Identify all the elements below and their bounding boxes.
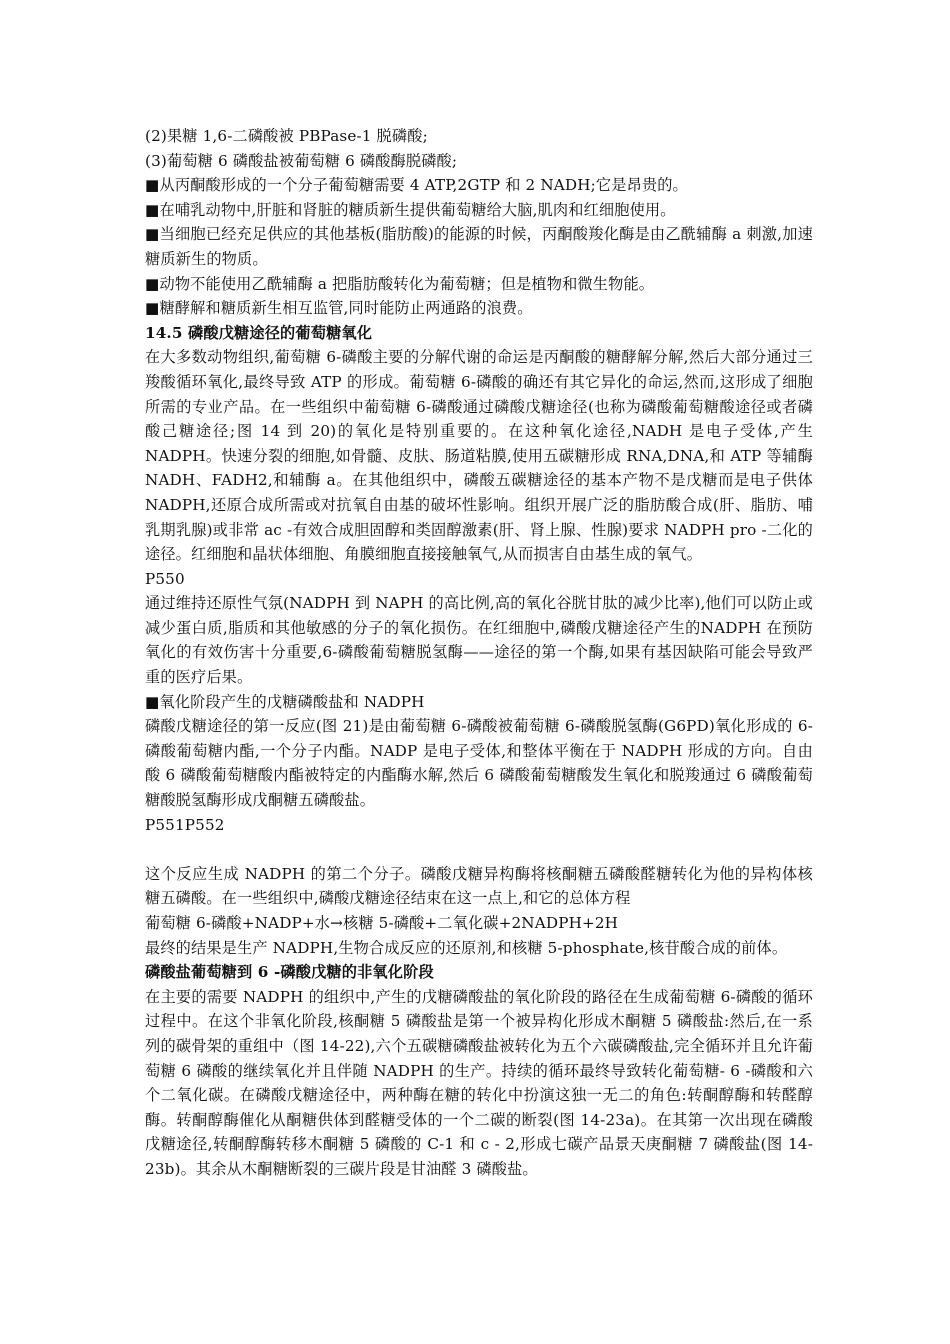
bullet-item: ■在哺乳动物中,肝脏和肾脏的糖质新生提供葡萄糖给大脑,肌肉和红细胞使用。 <box>145 200 676 219</box>
bullet-item: ■氧化阶段产生的戊糖磷酸盐和 NADPH <box>145 692 425 711</box>
bullet-item: ■糖酵解和糖质新生相互监管,同时能防止两通路的浪费。 <box>145 299 533 318</box>
equation: 葡萄糖 6-磷酸+NADP+水→核糖 5-磷酸+二氧化碳+2NADPH+2H <box>145 914 619 932</box>
bullet-item: ■动物不能使用乙酰辅酶 a 把脂肪酸转化为葡萄糖；但是植物和微生物能。 <box>145 274 655 293</box>
bullet-item: ■从丙酮酸形成的一个分子葡萄糖需要 4 ATP,2GTP 和 2 NADH;它是昂贵的。 <box>145 176 688 195</box>
section-heading: 磷酸盐葡萄糖到 6 -磷酸戊糖的非氧化阶段 <box>145 963 434 982</box>
paragraph: 磷酸戊糖途径的第一反应(图 21)是由葡萄糖 6-磷酸被葡萄糖 6-磷酸脱氢酶(G6PD)氧化形成的 6-磷酸葡萄糖内酯,一个分子内酯。NADP 是电子受体,和整体平衡在于 NADPH 形成的方向。自由酸 6 磷酸葡萄糖酸内酯被特定的内酯酶水解,然后 6 磷酸葡萄糖酸发生氧化和脱羧通过 6 磷酸葡萄糖酸脱氢酶形成戊酮糖五磷酸盐。 <box>145 717 813 810</box>
paragraph: 在主要的需要 NADPH 的组织中,产生的戊糖磷酸盐的氧化阶段的路径在生成葡萄糖 6-磷酸的循环过程中。在这个非氧化阶段,核酮糖 5 磷酸盐是第一个被异构化形成木酮糖 5 磷酸盐:然后,在一系列的碳骨架的重组中（图 14-22),六个五碳糖磷酸盐被转化为五个六碳磷酸盐,完全循环并且允许葡萄糖 6 磷酸的继续氧化并且伴随 NADPH 的生产。持续的循环最终导致转化葡萄糖- 6 -磷酸和六个二氧化碳。在磷酸戊糖途径中，两种酶在糖的转化中扮演这独一无二的角色:转酮醇酶和转醛醇酶。转酮醇酶催化从酮糖供体到醛糖受体的一个二碳的断裂(图 14-23a)。在其第一次出现在磷酸戊糖途径,转酮醇酶转移木酮糖 5 磷酸的 C-1 和 c - 2,形成七碳产品景天庚酮糖 7 磷酸盐(图 14-23b)。其余从木酮糖断裂的三碳片段是甘油醛 3 磷酸盐。 <box>145 987 813 1178</box>
section-heading: 14.5 磷酸戊糖途径的葡萄糖氧化 <box>145 323 373 342</box>
paragraph: 在大多数动物组织,葡萄糖 6-磷酸主要的分解代谢的命运是丙酮酸的糖酵解分解,然后大部分通过三羧酸循环氧化,最终导致 ATP 的形成。葡萄糖 6-磷酸的确还有其它异化的命运,然而,这形成了细胞所需的专业产品。在一些组织中葡萄糖 6-磷酸通过磷酸戊糖途径(也称为磷酸葡萄糖酸途径或者磷酸己糖途径;图 14 到 20)的氧化是特别重要的。在这种氧化途径,NADH 是电子受体,产生 NADPH。快速分裂的细胞,如骨髓、皮肤、肠道粘膜,使用五碳糖形成 RNA,DNA,和 ATP 等辅酶 NADH、FADH2,和辅酶 a。在其他组织中，磷酸五碳糖途径的基本产物不是戊糖而是电子供体 NADPH,还原合成所需或对抗氧自由基的破坏性影响。组织开展广泛的脂肪酸合成(肝、脂肪、哺乳期乳腺)或非常 ac -有效合成胆固醇和类固醇激素(肝、肾上腺、性腺)要求 NADPH pro -二化的途径。红细胞和晶状体细胞、角膜细胞直接接触氧气,从而损害自由基生成的氧气。 <box>145 348 813 564</box>
bullet-item: ■当细胞已经充足供应的其他基板(脂肪酸)的能源的时候，丙酮酸羧化酶是由乙酰辅酶 a 刺激,加速糖质新生的物质。 <box>145 225 813 268</box>
page-reference: P551P552 <box>145 815 225 834</box>
paragraph: 通过维持还原性气氛(NADPH 到 NAPH 的高比例,高的氧化谷胱甘肽的减少比率),他们可以防止或减少蛋白质,脂质和其他敏感的分子的氧化损伤。在红细胞中,磷酸戊糖途径产生的NADPH 在预防氧化的有效伤害十分重要,6-磷酸葡萄糖脱氢酶——途径的第一个酶,如果有基因缺陷可能会导致严重的医疗后果。 <box>145 594 813 687</box>
text-line-1: (2)果糖 1,6-二磷酸被 PBPase-1 脱磷酸; <box>145 127 428 145</box>
paragraph: 这个反应生成 NADPH 的第二个分子。磷酸戊糖异构酶将核酮糖五磷酸醛糖转化为他的异构体核糖五磷酸。在一些组织中,磷酸戊糖途径结束在这一点上,和它的总体方程 <box>145 864 813 908</box>
document-page <box>145 124 813 1182</box>
page-reference: P550 <box>145 569 185 588</box>
paragraph: 最终的结果是生产 NADPH,生物合成反应的还原剂,和核糖 5-phosphate,核苷酸合成的前体。 <box>145 938 788 957</box>
text-line-2: (3)葡萄糖 6 磷酸盐被葡萄糖 6 磷酸酶脱磷酸; <box>145 151 458 170</box>
blank-line <box>145 837 813 862</box>
